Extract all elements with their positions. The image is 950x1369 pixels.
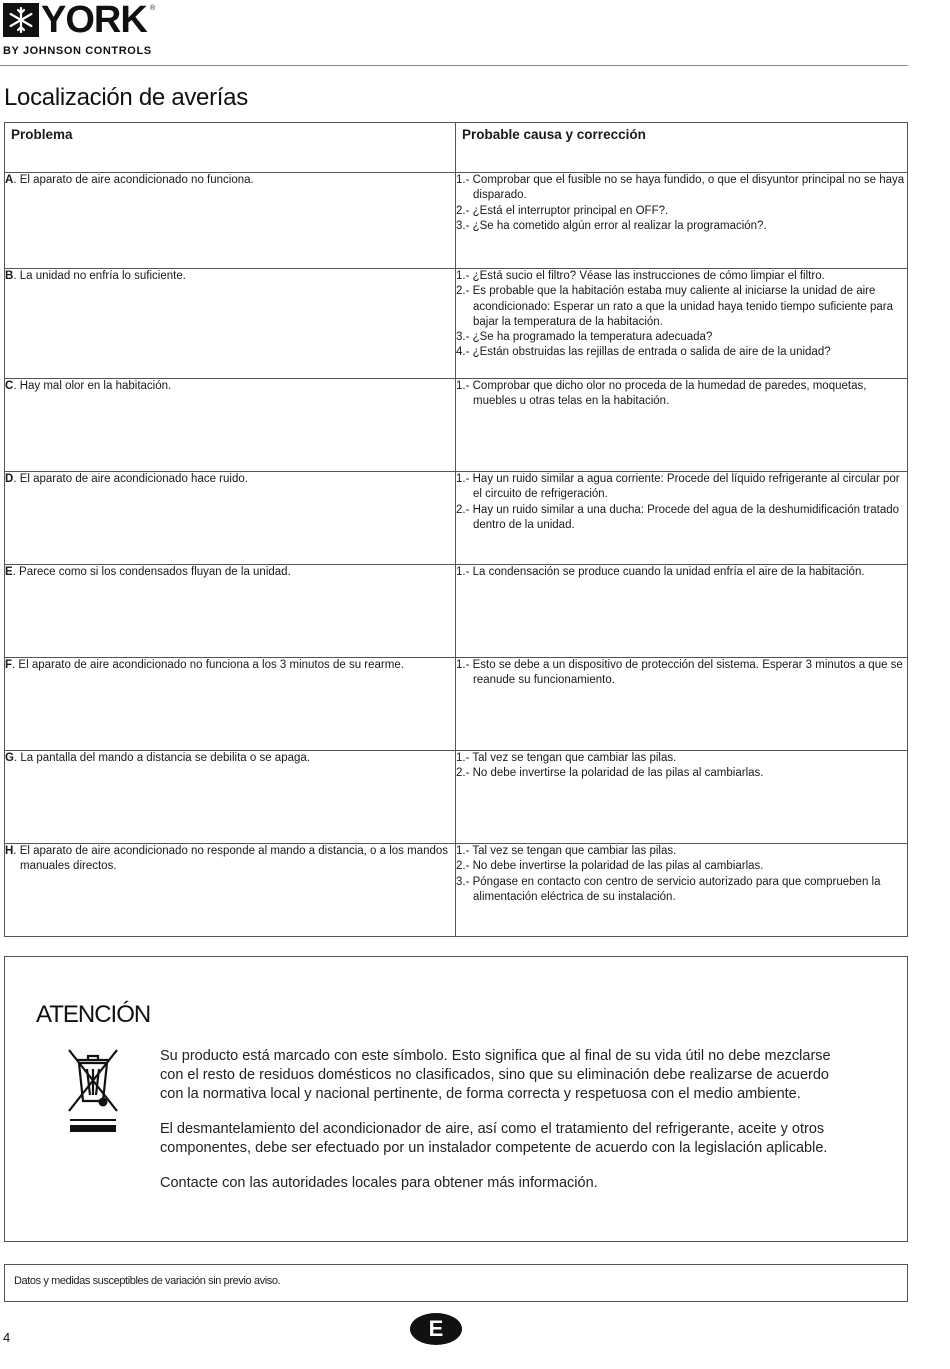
attention-paragraph: Contacte con las autoridades locales para obtener más información. [160, 1175, 598, 1191]
cause-item: 1.- Tal vez se tengan que cambiar las pilas. [456, 752, 677, 764]
page-title: Localización de averías [4, 84, 248, 111]
page-number: 4 [3, 1330, 11, 1345]
problem-cell [5, 658, 456, 751]
notice-text: Datos y medidas susceptibles de variación sin previo aviso. [14, 1275, 281, 1287]
table-row [5, 565, 908, 658]
problem-letter: G [5, 752, 14, 764]
problem-description: . La unidad no enfría lo suficiente. [13, 270, 186, 282]
cause-cell [456, 269, 908, 379]
problem-text [5, 844, 455, 875]
cause-item: 3.- ¿Se ha cometido algún error al realizar la programación?. [456, 219, 767, 232]
cause-item: 2.- Es probable que la habitación estaba muy caliente al iniciarse la unidad de aire acondicionado: Esperar un rato a que la unidad haya tenido tiempo suficiente para bajar la temperatura de la habitación. [456, 285, 894, 328]
attention-paragraph: El desmantelamiento del acondicionador de aire, así como el tratamiento del refrigerante, aceite y otros componentes, debe ser efectuado por un instalador competente de acuerdo con la legislación aplicable. [160, 1121, 828, 1156]
cause-item: 1.- Comprobar que dicho olor no proceda de la humedad de paredes, moquetas, muebles u otras telas en la habitación. [456, 380, 867, 408]
problem-description: . El aparato de aire acondicionado no responde al mando a distancia, o a los mandos manuales directos. [13, 845, 449, 873]
cause-item: 1.- ¿Está sucio el filtro? Véase las instrucciones de cómo limpiar el filtro. [456, 270, 825, 282]
crossed-out-wheelie-bin-icon [65, 1047, 121, 1137]
cause-item: 1.- Comprobar que el fusible no se haya fundido, o que el disyuntor principal no se haya disparado. [456, 174, 905, 202]
header-problem: Problema [5, 123, 456, 173]
cause-item: 2.- ¿Está el interruptor principal en OFF?. [456, 204, 669, 217]
attention-text [160, 1047, 840, 1209]
problem-cell [5, 751, 456, 844]
table-header-row [5, 123, 908, 173]
notice-box [4, 1264, 908, 1302]
problem-description: . Hay mal olor en la habitación. [13, 380, 172, 392]
problem-letter: F [5, 659, 13, 671]
cause-item: 3.- Póngase en contacto con centro de servicio autorizado para que comprueben la alimentación eléctrica de su instalación. [456, 875, 881, 903]
header-divider [0, 65, 908, 66]
table-row [5, 472, 908, 565]
brand-name: YORK [41, 0, 147, 41]
problem-text [5, 173, 455, 188]
cause-cell [456, 472, 908, 565]
problem-letter: C [5, 380, 14, 392]
cause-cell [456, 658, 908, 751]
cause-cell [456, 751, 908, 844]
problem-description: . El aparato de aire acondicionado no funciona a los 3 minutos de su rearme. [12, 659, 404, 671]
problem-cell [5, 173, 456, 269]
cause-item: 1.- Tal vez se tengan que cambiar las pilas. [456, 845, 677, 857]
problem-description: . Parece como si los condensados fluyan de la unidad. [12, 566, 291, 578]
problem-text [5, 269, 455, 284]
problem-cell [5, 379, 456, 472]
problem-description: . La pantalla del mando a distancia se debilita o se apaga. [13, 752, 310, 764]
cause-item: 4.- ¿Están obstruidas las rejillas de entrada o salida de aire de la unidad? [456, 346, 831, 359]
cause-cell [456, 173, 908, 269]
registered-mark: ® [150, 5, 156, 12]
table-row [5, 173, 908, 269]
cause-cell [456, 379, 908, 472]
table-row [5, 379, 908, 472]
problem-description: . El aparato de aire acondicionado no funciona. [13, 174, 254, 186]
york-logo [3, 0, 163, 57]
problem-letter: B [5, 270, 14, 282]
cause-item: 1.- Hay un ruido similar a agua corriente: Procede del líquido refrigerante al circular por el circuito de refrigeración. [456, 473, 900, 501]
problem-cell [5, 269, 456, 379]
cause-item: 2.- No debe invertirse la polaridad de las pilas al cambiarlas. [456, 860, 764, 873]
table-row [5, 751, 908, 844]
problem-cell [5, 844, 456, 937]
attention-paragraph: Su producto está marcado con este símbolo. Esto significa que al final de su vida útil no debe mezclarse con el resto de residuos domésticos no clasificados, sino que su eliminación debe realizarse de acuerdo con la normativa local y nacional pertinente, de forma correcta y respetuosa con el medio ambiente. [160, 1048, 831, 1102]
problem-cell [5, 565, 456, 658]
problem-letter: E [5, 566, 13, 578]
cause-item: 2.- Hay un ruido similar a una ducha: Procede del agua de la deshumidificación tratado dentro de la unidad. [456, 503, 900, 531]
cause-cell [456, 565, 908, 658]
problem-text [5, 658, 455, 673]
table-row [5, 844, 908, 937]
cause-item: 1.- La condensación se produce cuando la unidad enfría el aire de la habitación. [456, 566, 865, 578]
language-badge: E [410, 1313, 462, 1345]
cause-item: 1.- Esto se debe a un dispositivo de protección del sistema. Esperar 3 minutos a que se reanude su funcionamiento. [456, 659, 903, 687]
table-row [5, 658, 908, 751]
cause-cell [456, 844, 908, 937]
table-row [5, 269, 908, 379]
problem-text [5, 379, 455, 394]
problem-letter: A [5, 174, 14, 186]
problem-text [5, 751, 455, 766]
problem-letter: D [5, 473, 14, 485]
problem-text [5, 472, 455, 487]
problem-cell [5, 472, 456, 565]
problem-description: . El aparato de aire acondicionado hace ruido. [13, 473, 248, 485]
header-cause: Probable causa y corrección [456, 123, 908, 173]
cause-item: 2.- No debe invertirse la polaridad de las pilas al cambiarlas. [456, 767, 764, 780]
problem-text [5, 565, 455, 580]
attention-box [4, 956, 908, 1242]
brand-subtitle: BY JOHNSON CONTROLS [3, 45, 152, 57]
problem-letter: H [5, 845, 14, 857]
snowflake-logo-icon [3, 3, 39, 37]
attention-title: ATENCIÓN [36, 1001, 151, 1028]
cause-item: 3.- ¿Se ha programado la temperatura adecuada? [456, 331, 713, 344]
troubleshooting-table [4, 122, 908, 937]
